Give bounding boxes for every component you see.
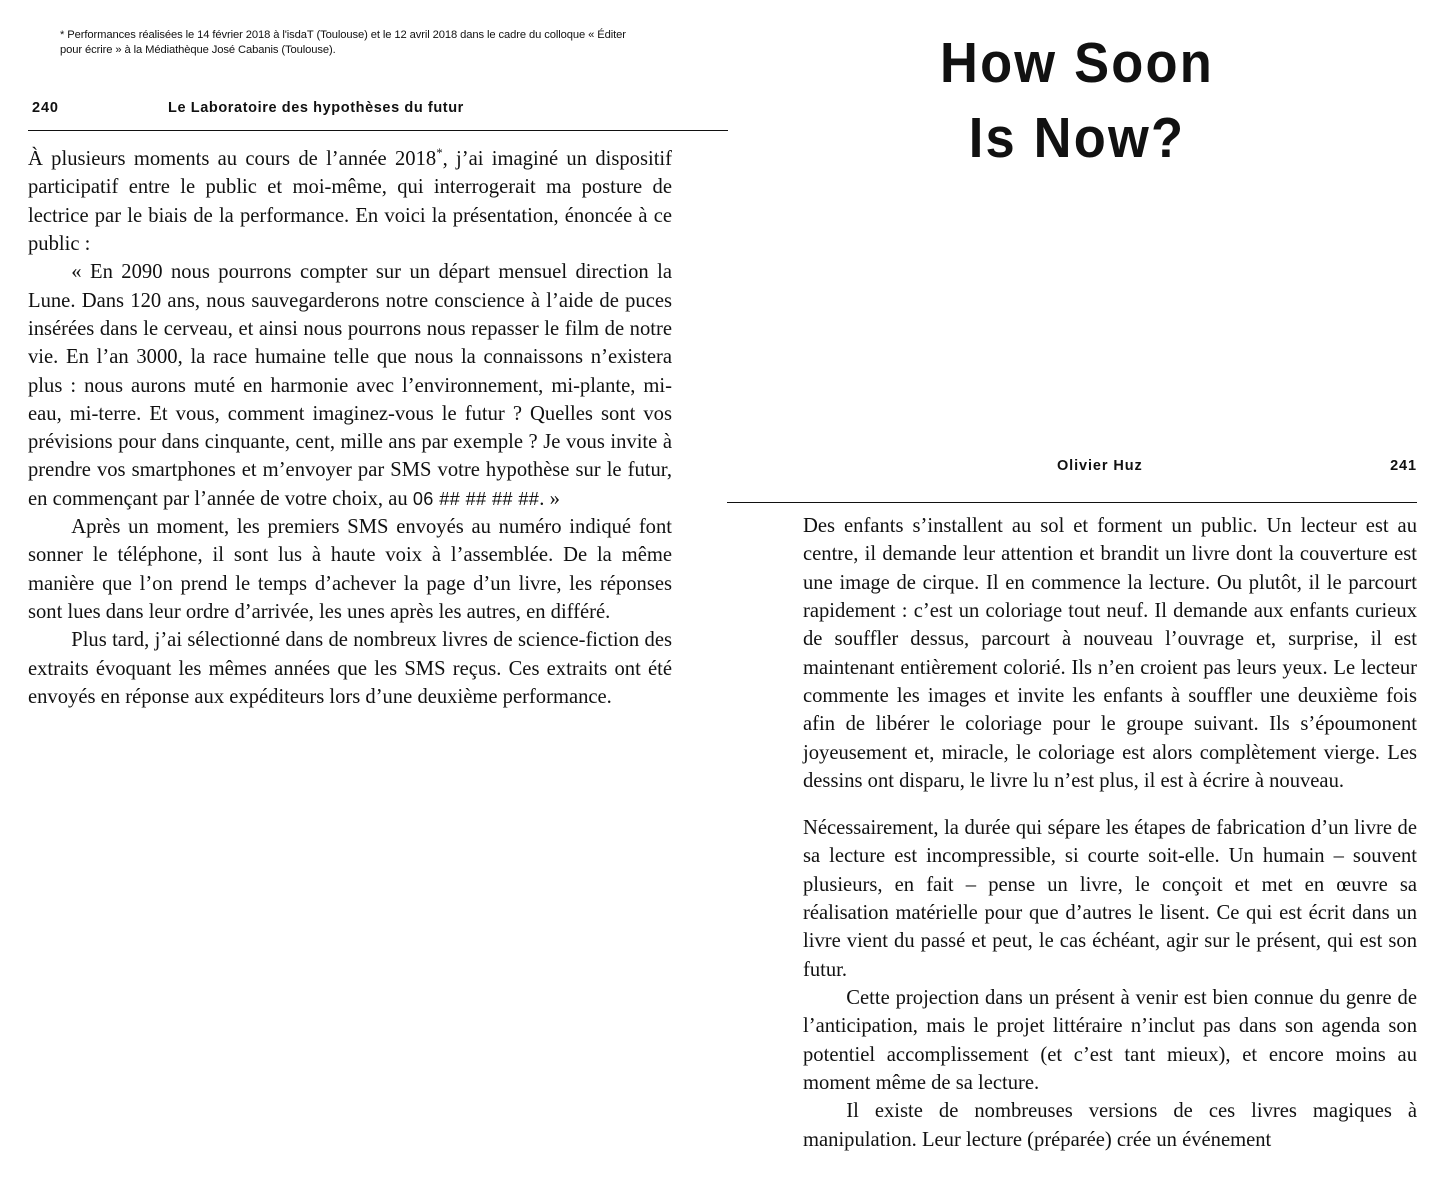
paragraph: Il existe de nombreuses versions de ces livres magiques à manipulation. Leur lecture (préparée) crée un événement xyxy=(803,1100,1417,1151)
paragraph xyxy=(28,145,672,258)
paragraph xyxy=(28,626,672,711)
left-body-text xyxy=(28,145,728,711)
left-folio: 240 xyxy=(32,100,59,116)
paragraph: Cette projection dans un présent à venir est bien connue du genre de l’anticipation, mais le projet littéraire n’inclut pas dans son agenda son potentiel accomplissement (et c’est tant mieux), et encore moins au moment même de sa lecture. xyxy=(803,986,1417,1094)
right-page xyxy=(727,0,1445,1204)
paragraph-text: Après un moment, les premiers SMS envoyés au numéro indiqué font sonner le téléphone, il sont lus à haute voix à l’assemblée. De la même manière que l’on prend le temps d’achever la page d’un livre, les réponses sont lues dans leur ordre d’arrivée, les unes après les autres, en différé. xyxy=(28,516,672,623)
footnote: * Performances réalisées le 14 février 2018 à l'isdaT (Toulouse) et le 12 avril 2018 dans le cadre du colloque « Éditer pour écrire » à la Médiathèque José Cabanis (Toulouse). xyxy=(60,29,626,57)
paragraph-spacer xyxy=(803,795,1417,814)
paragraph: Nécessairement, la durée qui sépare les étapes de fabrication d’un livre de sa lecture est incompressible, si courte soit-elle. Un humain – souvent plusieurs, en fait – pense un livre, le conçoit et met en œuvre sa réalisation matérielle pour que d’autres le lisent. Ce qui est écrit dans un livre vient du passé et peut, le cas échéant, agir sur le présent, qui est son futur. xyxy=(803,817,1417,981)
paragraph xyxy=(28,258,672,513)
right-body-text xyxy=(803,512,1417,1154)
paragraph: Des enfants s’installent au sol et forment un public. Un lecteur est au centre, il demande leur attention et brandit un livre dont la couverture est une image de cirque. Il en commence la lecture. Ou plutôt, il le parcourt rapidement : c’est un coloriage tout neuf. Il demande aux enfants curieux de souffler dessus, parcourt à nouveau l’ouvrage et, surprise, il est maintenant entièrement colorié. Ils n’en croient pas leurs yeux. Le lecteur commente les images et invite les enfants à souffler une deuxième fois afin de libérer le coloriage pour le groupe suivant. Ils s’époumonent joyeusement et, miracle, le coloriage est alors complètement vierge. Les dessins ont disparu, le livre lu n’est plus, il est à écrire à nouveau. xyxy=(803,515,1417,792)
paragraph-text-cont: . » xyxy=(539,487,560,510)
paragraph-text: À plusieurs moments au cours de l’année 2018 xyxy=(28,148,437,170)
left-running-head xyxy=(28,100,728,130)
left-running-title: Le Laboratoire des hypothèses du futur xyxy=(168,100,464,116)
phone-number: 06 ## ## ## ## xyxy=(412,488,540,509)
paragraph-text: « En 2090 nous pourrons compter sur un départ mensuel direction la Lune. Dans 120 ans, nous sauvegarderons notre conscience à l’aide de puces insérées dans le cerveau, et ainsi nous pourrons nous repasser le film de notre vie. En l’an 3000, la race humaine telle que nous la connaissons n’existera plus : nous aurons muté en harmonie avec l’environnement, mi-plante, mi-eau, mi-terre. Et vous, comment imaginez-vous le futur ? Quelles sont vos prévisions pour dans cinquante, cent, mille ans par exemple ? Je vous invite à prendre vos smartphones et m’envoyer par SMS votre hypothèse sur le futur, en commençant par l’année de votre choix, au xyxy=(28,261,672,510)
right-header-rule xyxy=(727,502,1417,503)
paragraph-text-cont: , j’ai imaginé un dispositif participatif entre le public et moi-même, qui interrogerait ma posture de lectrice par le biais de la performance. En voici la présentation, énoncée à ce public : xyxy=(28,148,673,255)
chapter-author: Olivier Huz xyxy=(1057,458,1143,474)
footnote-marker: * xyxy=(436,146,443,161)
paragraph xyxy=(28,513,672,626)
chapter-title-line-1: How Soon xyxy=(939,31,1214,95)
left-header-rule xyxy=(28,130,728,131)
right-running-head xyxy=(727,458,1417,474)
left-page xyxy=(28,100,728,711)
chapter-title-line-2: Is Now? xyxy=(968,106,1186,171)
chapter-title xyxy=(755,26,1399,176)
right-folio: 241 xyxy=(1390,458,1417,474)
paragraph-text: Plus tard, j’ai sélectionné dans de nombreux livres de science-fiction des extraits évoquant les mêmes années que les SMS reçus. Ces extraits ont été envoyés en réponse aux expéditeurs lors d’une deuxième performance. xyxy=(28,629,672,708)
